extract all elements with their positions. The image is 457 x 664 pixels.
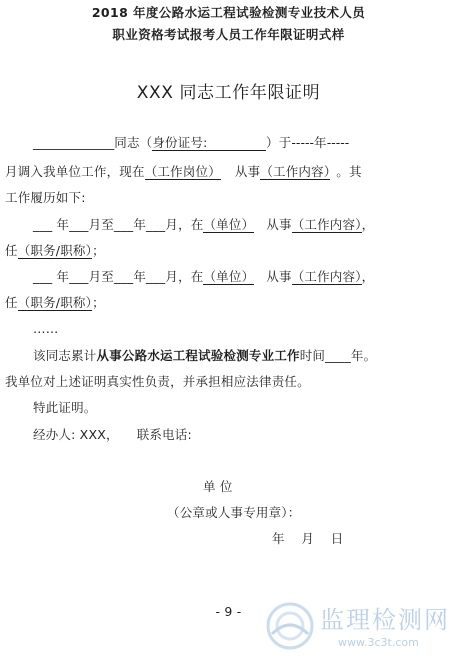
record1-content: （工作内容） — [291, 217, 362, 232]
history-heading: 工作履历如下: — [5, 190, 86, 205]
para2-line — [5, 163, 362, 181]
record2-content: （工作内容） — [291, 269, 362, 284]
record1-title: （职务/职称） — [17, 243, 93, 258]
phone-label: 联系电话: — [136, 427, 192, 442]
header-line-1: 2018 年度公路水运工程试验检测专业技术人员 — [91, 5, 366, 20]
id-number-label: 身份证号: — [152, 135, 208, 150]
handler-label: 经办人: XXX， — [33, 427, 119, 442]
watermark-text: 监理检测网 — [320, 606, 450, 634]
record2-line — [33, 268, 374, 286]
para2-tail: 。其 — [336, 164, 362, 179]
document-title: XXX 同志工作年限证明 — [136, 83, 321, 103]
record2-unit: （单位） — [203, 269, 255, 284]
month-blank: ----- — [326, 135, 350, 150]
congshi-text: 从事 — [234, 164, 261, 179]
record2-ren: 任 — [5, 295, 18, 310]
watermark — [262, 596, 452, 658]
record1-congshi: 从事 — [266, 217, 292, 232]
handler-line — [33, 426, 192, 444]
record1-unit: （单位） — [203, 217, 255, 232]
record2-title-line — [5, 294, 105, 312]
name-blank: _____________ — [33, 135, 115, 150]
seal-date: 年 月 日 — [272, 531, 344, 546]
record2-congshi: 从事 — [266, 269, 292, 284]
seal-unit: 单 位 — [203, 479, 233, 494]
record2-title: （职务/职称） — [17, 295, 93, 310]
transfer-text: 月调入我单位工作，现在 — [5, 164, 145, 179]
record1-ren: 任 — [5, 243, 18, 258]
summary-line — [33, 347, 376, 365]
summary-bold: 从事公路水运工程试验检测专业工作 — [96, 348, 300, 363]
seal-stamp: （公章或人事专用章）： — [167, 505, 301, 520]
ellipsis: …… — [33, 321, 59, 336]
watermark-logo-icon — [262, 598, 318, 654]
watermark-url: www.3c3t.com — [338, 636, 419, 649]
record1-dates: ___ 年___月至___年___月，在 — [33, 217, 204, 232]
id-number-blank — [208, 135, 266, 151]
record2-semi: ； — [92, 295, 105, 310]
record2-comma: ， — [361, 269, 375, 284]
position-field: （工作岗位） — [144, 164, 221, 179]
record1-line — [33, 216, 374, 234]
page-number: - 9 - — [215, 604, 242, 619]
record1-title-line — [5, 242, 105, 260]
guarantee-line: 我单位对上述证明真实性负责，并承担相应法律责任。 — [5, 374, 310, 389]
record1-semi: ； — [92, 243, 105, 258]
summary-post: 时间____年。 — [299, 348, 377, 363]
header-line-2: 职业资格考试报考人员工作年限证明式样 — [112, 27, 345, 42]
work-content-field: （工作内容） — [260, 164, 331, 179]
year-blank: ----- — [291, 135, 314, 150]
record2-dates: ___ 年___月至___年___月，在 — [33, 269, 204, 284]
special-line: 特此证明。 — [33, 400, 97, 415]
nian-text: 年 — [313, 135, 327, 150]
summary-pre: 该同志累计 — [33, 348, 97, 363]
para1-line — [33, 134, 349, 152]
tongzhi-text: 同志（ — [114, 135, 153, 150]
record1-comma: ， — [361, 217, 375, 232]
yu-text: ）于 — [266, 135, 292, 150]
